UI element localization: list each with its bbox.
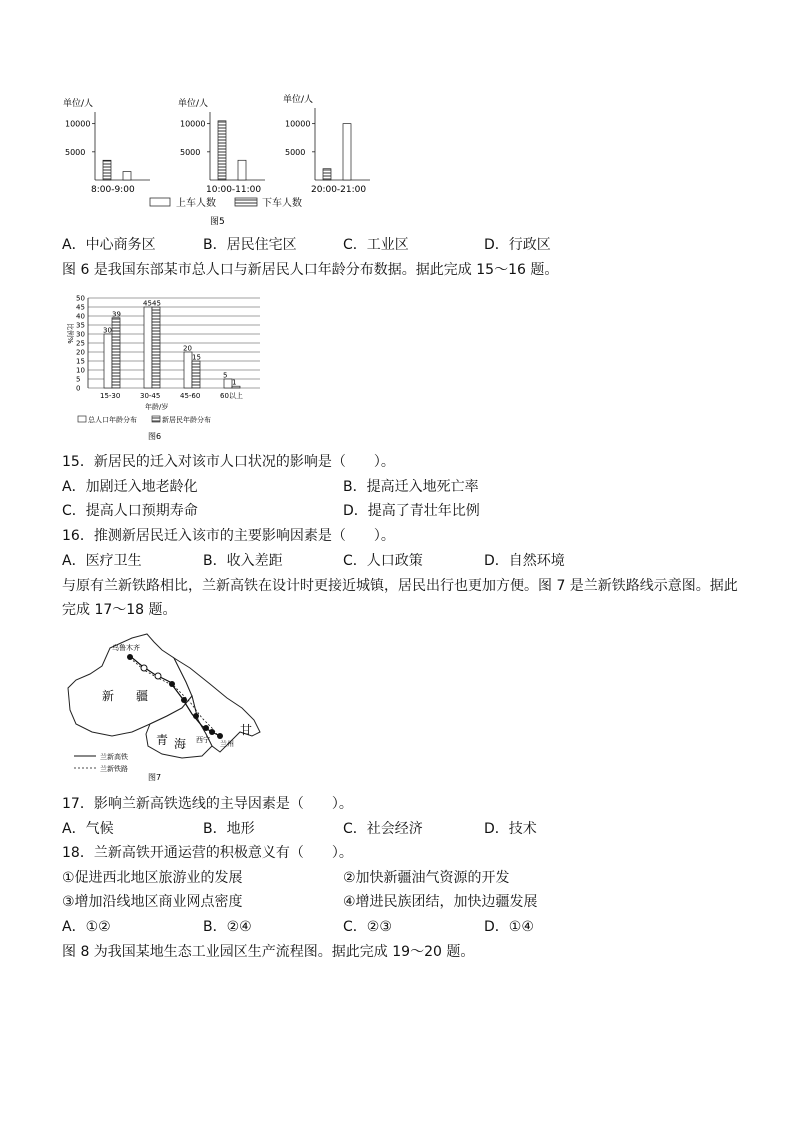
label-xinjiang-2: 疆 — [136, 689, 149, 703]
intro-figure-7-line1: 与原有兰新铁路相比，兰新高铁在设计时更接近城镇，居民出行也更加方便。图 7 是兰新铁路线示意图。据此 — [62, 578, 738, 594]
label-xinjiang-1: 新 — [102, 689, 115, 703]
fig5-tick-label: 10000 — [180, 119, 206, 129]
label-urumqi: 乌鲁木齐 — [112, 644, 140, 652]
q16-option-b[interactable]: B．收入差距 — [203, 553, 283, 569]
fig6-bar-total — [104, 334, 112, 388]
fig5-bar-down — [103, 160, 111, 180]
fig6-data-label-total: 20 — [183, 344, 192, 353]
q18-option-c[interactable]: C．②③ — [343, 919, 392, 935]
q14-option-b[interactable]: B．居民住宅区 — [203, 237, 297, 253]
q16-option-d[interactable]: D．自然环境 — [484, 553, 565, 569]
q18-option-a[interactable]: A．①② — [62, 919, 111, 935]
label-qinghai-1: 青 — [156, 733, 169, 747]
fig6-data-label-new: 1 — [232, 378, 237, 387]
fig6-tick-label: 25 — [76, 339, 85, 348]
fig6-tick-label: 35 — [76, 321, 85, 330]
fig6-ylabel: 比例% — [66, 323, 74, 344]
legend-hsr-label: 兰新高铁 — [100, 753, 128, 761]
figure-6-chart — [60, 288, 270, 443]
fig5-unit-label: 单位/人 — [283, 95, 314, 105]
fig6-bar-total — [224, 379, 232, 388]
fig6-tick-label: 5 — [76, 375, 81, 384]
q17-option-c[interactable]: C．社会经济 — [343, 821, 423, 837]
fig6-bar-new — [112, 318, 120, 388]
fig6-tick-label: 20 — [76, 348, 85, 357]
figure-5-chart — [60, 88, 367, 228]
legend-rail-label: 兰新铁路 — [100, 765, 128, 773]
station — [203, 725, 209, 731]
fig6-data-label-total: 45 — [143, 299, 152, 308]
fig5-unit-label: 单位/人 — [178, 99, 209, 109]
figure-5-caption: 图5 — [210, 217, 225, 227]
figure-6 — [60, 288, 270, 443]
fig6-tick-label: 15 — [76, 357, 85, 366]
station-xining — [209, 729, 215, 735]
q14-option-a[interactable]: A．中心商务区 — [62, 237, 156, 253]
fig5-category-label: 8:00-9:00 — [91, 185, 135, 195]
legend-down-label: 下车人数 — [262, 198, 302, 209]
label-qinghai-2: 海 — [174, 737, 187, 751]
q16-option-a[interactable]: A．医疗卫生 — [62, 553, 142, 569]
fig5-tick-label: 10000 — [65, 119, 91, 129]
fig5-bar-up — [123, 172, 131, 180]
legend-new-swatch — [152, 416, 160, 422]
q17-stem: 17．影响兰新高铁选线的主导因素是（ ）。 — [62, 796, 353, 812]
q14-option-c[interactable]: C．工业区 — [343, 237, 409, 253]
intro-figure-8: 图 8 为我国某地生态工业园区生产流程图。据此完成 19～20 题。 — [62, 944, 475, 960]
fig6-tick-label: 40 — [76, 312, 85, 321]
fig6-category-label: 60以上 — [220, 392, 243, 400]
q16-option-c[interactable]: C．人口政策 — [343, 553, 423, 569]
fig6-data-label-total: 5 — [223, 371, 228, 380]
fig6-category-label: 15-30 — [100, 392, 121, 400]
fig6-data-label-new: 15 — [192, 353, 201, 362]
fig6-bar-new — [192, 361, 200, 388]
q17-option-b[interactable]: B．地形 — [203, 821, 255, 837]
fig6-bar-total — [184, 352, 192, 388]
figure-7-map — [62, 628, 272, 783]
station — [141, 665, 147, 671]
q18-stem: 18．兰新高铁开通运营的积极意义有（ ）。 — [62, 845, 353, 861]
station-urumqi — [127, 654, 133, 660]
fig5-tick-label: 5000 — [180, 147, 201, 157]
fig6-category-label: 30-45 — [140, 392, 161, 400]
fig5-category-label: 10:00-11:00 — [206, 185, 262, 195]
q18-statement-2: ②加快新疆油气资源的开发 — [343, 870, 510, 886]
fig5-bar-down — [323, 169, 331, 180]
station — [193, 713, 199, 719]
fig5-tick-label: 10000 — [285, 119, 311, 129]
fig5-tick-label: 5000 — [285, 147, 306, 157]
fig5-bar-up — [343, 124, 351, 180]
q16-stem: 16．推测新居民迁入该市的主要影响因素是（ ）。 — [62, 528, 395, 544]
q17-option-a[interactable]: A．气候 — [62, 821, 114, 837]
fig5-unit-label: 单位/人 — [63, 99, 94, 109]
q15-option-a[interactable]: A．加剧迁入地老龄化 — [62, 479, 198, 495]
fig6-xlabel: 年龄/岁 — [145, 403, 169, 411]
fig5-category-label: 20:00-21:00 — [311, 185, 367, 195]
q18-option-b[interactable]: B．②④ — [203, 919, 252, 935]
station — [155, 673, 161, 679]
station-lanzhou — [217, 733, 223, 739]
label-gansu: 甘 — [240, 723, 253, 737]
legend-down-swatch — [235, 198, 257, 206]
figure-7-caption: 图7 — [148, 773, 162, 782]
legend-new-label: 新居民年龄分布 — [162, 416, 211, 424]
fig6-tick-label: 30 — [76, 330, 85, 339]
fig5-bar-up — [238, 160, 246, 180]
q18-statement-1: ①促进西北地区旅游业的发展 — [62, 870, 243, 886]
station — [181, 697, 187, 703]
intro-figure-6: 图 6 是我国东部某市总人口与新居民人口年龄分布数据。据此完成 15～16 题。 — [62, 262, 559, 278]
fig6-category-label: 45-60 — [180, 392, 201, 400]
fig6-data-label-new: 39 — [112, 310, 121, 319]
legend-total-label: 总人口年龄分布 — [88, 416, 137, 424]
legend-total-swatch — [78, 416, 86, 422]
fig5-bar-down — [218, 121, 226, 180]
figure-5 — [60, 88, 367, 228]
q17-option-d[interactable]: D．技术 — [484, 821, 537, 837]
q18-option-d[interactable]: D．①④ — [484, 919, 534, 935]
fig6-data-label-new: 45 — [152, 299, 161, 308]
fig6-tick-label: 10 — [76, 366, 85, 375]
figure-6-caption: 图6 — [148, 432, 162, 441]
fig6-bar-total — [144, 307, 152, 388]
label-lanzhou: 兰州 — [220, 740, 234, 748]
fig6-tick-label: 45 — [76, 303, 85, 312]
q15-option-c[interactable]: C．提高人口预期寿命 — [62, 503, 198, 519]
fig6-tick-label: 50 — [76, 294, 85, 303]
q18-statement-3: ③增加沿线地区商业网点密度 — [62, 894, 243, 910]
intro-figure-7-line2: 完成 17～18 题。 — [62, 602, 177, 618]
fig6-tick-label: 0 — [76, 384, 81, 393]
q14-option-d[interactable]: D．行政区 — [484, 237, 551, 253]
legend-up-label: 上车人数 — [176, 198, 216, 209]
fig5-tick-label: 5000 — [65, 147, 86, 157]
q18-statement-4: ④增进民族团结，加快边疆发展 — [343, 894, 538, 910]
fig6-data-label-total: 30 — [103, 326, 112, 335]
q15-option-b[interactable]: B．提高迁入地死亡率 — [343, 479, 479, 495]
fig6-bar-new — [152, 307, 160, 388]
label-xining: 西宁 — [196, 736, 210, 744]
station — [169, 681, 175, 687]
q15-option-d[interactable]: D．提高了青壮年比例 — [343, 503, 480, 519]
legend-up-swatch — [150, 198, 170, 206]
q15-stem: 15．新居民的迁入对该市人口状况的影响是（ ）。 — [62, 454, 395, 470]
